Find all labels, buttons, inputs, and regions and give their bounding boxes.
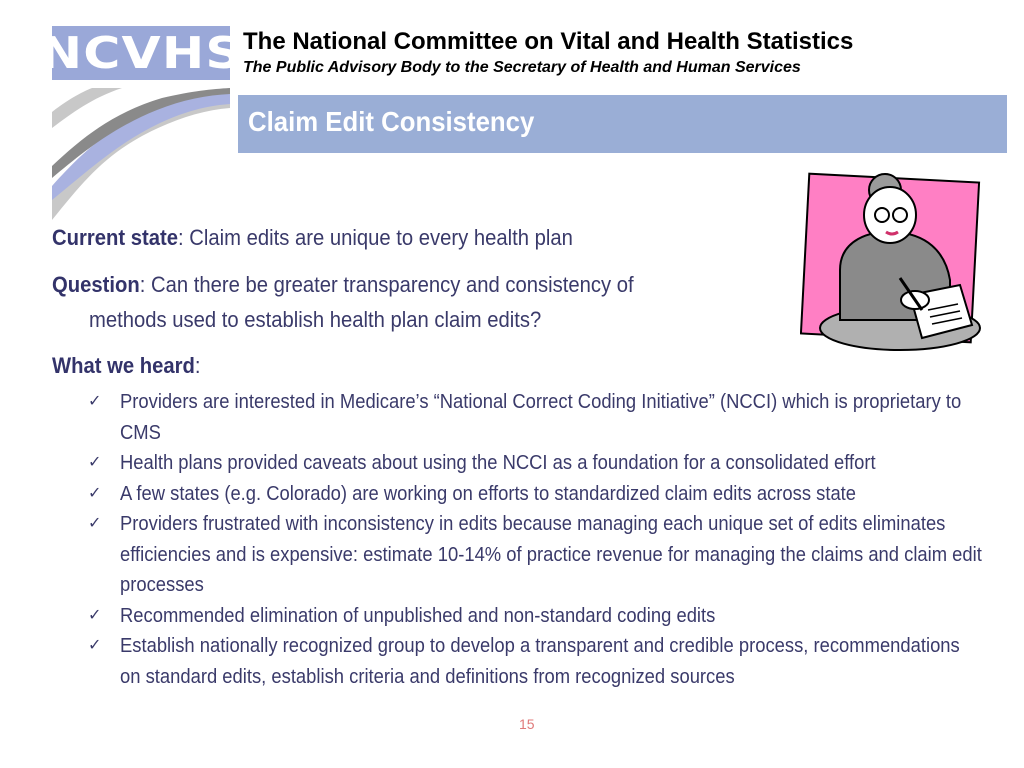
heard-heading: [52, 353, 200, 379]
current-state-line: [52, 225, 573, 251]
bullet-text: Providers are interested in Medicare’s “National Correct Coding Initiative” (NCCI) which is proprietary to CMS: [120, 391, 962, 444]
bullet-item: [88, 601, 1008, 632]
check-icon: ✓: [88, 484, 102, 502]
ncvhs-logo: [39, 26, 243, 80]
current-state-text: : Claim edits are unique to every health plan: [177, 225, 573, 250]
heard-label: What we heard: [52, 353, 195, 378]
question-label: Question: [52, 272, 140, 297]
check-icon: ✓: [88, 606, 102, 624]
bullet-item: [88, 631, 1008, 692]
current-state-label: Current state: [52, 225, 178, 250]
bullet-text: Providers frustrated with inconsistency in edits because managing each unique set of edits eliminates efficiencies and is expensive: estimate 10-14% of practice revenue for managing the claims and claim edit processes: [120, 513, 982, 596]
woman-writing-clipart: [800, 160, 985, 355]
check-icon: ✓: [88, 637, 102, 654]
question-text: : Can there be greater transparency and consistency of: [139, 272, 634, 297]
logo-text: NCVHS: [39, 27, 243, 79]
bullet-item: [88, 387, 1008, 448]
question-line: [52, 272, 634, 298]
bullet-text: Establish nationally recognized group to develop a transparent and credible process, recommendations on standard edits, establish criteria and definitions from recognized sources: [120, 635, 960, 688]
wave-graphic: [52, 88, 230, 220]
question-continuation: methods used to establish health plan claim edits?: [89, 307, 542, 332]
heard-bullet-list: [88, 387, 1008, 692]
check-icon: ✓: [88, 454, 102, 471]
bullet-text: Health plans provided caveats about using the NCCI as a foundation for a consolidated effort: [120, 452, 876, 474]
page-number: 15: [519, 716, 535, 732]
check-icon: ✓: [88, 393, 102, 410]
bullet-item: [88, 448, 1008, 479]
bullet-item: [88, 479, 1008, 510]
bullet-item: [88, 509, 1008, 601]
check-icon: ✓: [88, 515, 102, 532]
slide-title: Claim Edit Consistency: [248, 106, 535, 137]
org-title: The National Committee on Vital and Health Statistics: [243, 28, 854, 55]
heard-colon: :: [194, 353, 201, 378]
org-subtitle: The Public Advisory Body to the Secretary of Health and Human Services: [243, 59, 801, 76]
bullet-text: Recommended elimination of unpublished and non-standard coding edits: [120, 604, 716, 627]
bullet-text: A few states (e.g. Colorado) are working on efforts to standardized claim edits across state: [120, 482, 857, 505]
